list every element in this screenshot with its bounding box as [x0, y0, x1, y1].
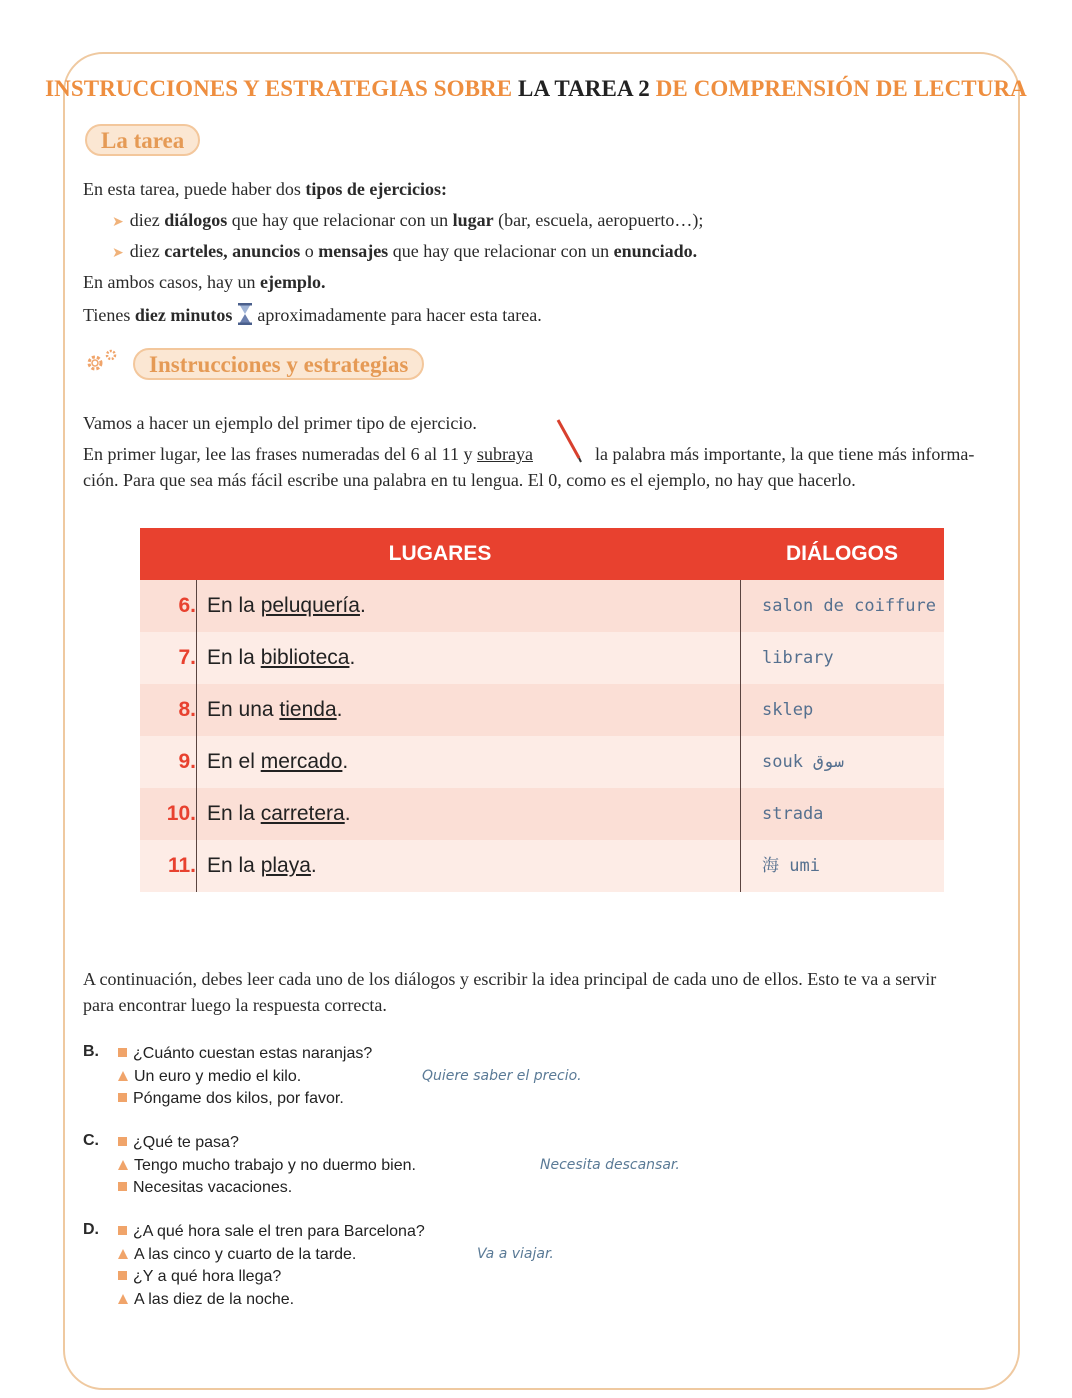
continuation-line-1: A continuación, debes leer cada uno de los diálogos y escribir la idea principal de cada uno de ellos. Esto te va a servir: [83, 969, 937, 989]
dialog-b-note[interactable]: Quiere saber el precio.: [422, 1068, 582, 1084]
column-divider: [740, 580, 741, 892]
table-row: 10. En la carretera. strada: [140, 788, 944, 840]
ejemplo-line: Vamos a hacer un ejemplo del primer tipo de ejercicio.: [83, 413, 477, 433]
table-row: 9. En el mercado. souk سوق: [140, 736, 944, 788]
square-bullet-icon: [118, 1182, 127, 1191]
square-bullet-icon: [118, 1271, 127, 1280]
col-lugares: LUGARES: [388, 542, 492, 565]
arrow-bullet-icon: ➤: [112, 215, 124, 230]
triangle-bullet-icon: [118, 1160, 128, 1170]
hourglass-icon: [237, 303, 253, 325]
section-pill-la-tarea: La tarea: [85, 124, 200, 156]
col-dialogos: DIÁLOGOS: [785, 542, 898, 565]
ambos-line: En ambos casos, hay un ejemplo.: [83, 272, 326, 292]
triangle-bullet-icon: [118, 1071, 128, 1081]
lugares-table: [140, 528, 944, 892]
lengua-line: ción. Para que sea más fácil escribe una palabra en tu lengua. El 0, como es el ejemplo, no hay que hacerlo.: [83, 470, 856, 490]
square-bullet-icon: [118, 1048, 127, 1057]
dialog-letter-b: B.: [83, 1043, 99, 1060]
page-title: INSTRUCCIONES Y ESTRATEGIAS SOBRE LA TAREA 2 DE COMPRENSIÓN DE LECTURA: [45, 76, 1027, 101]
dialog-b: ¿Cuánto cuestan estas naranjas? Un euro y medio el kilo. Póngame dos kilos, por favor.: [118, 1043, 372, 1111]
bullet-dialogos: ➤ diez diálogos que hay que relacionar con un lugar (bar, escuela, aeropuerto…);: [112, 210, 704, 230]
square-bullet-icon: [118, 1093, 127, 1102]
arrow-bullet-icon: ➤: [112, 246, 124, 261]
subraya-line: En primer lugar, lee las frases numeradas del 6 al 11 y subraya: [83, 444, 533, 464]
triangle-bullet-icon: [118, 1294, 128, 1304]
table-row: 11. En la playa. 海 umi: [140, 840, 944, 892]
intro-line: En esta tarea, puede haber dos tipos de ejercicios:: [83, 179, 448, 199]
continuation-line-2: para encontrar luego la respuesta correcta.: [83, 995, 387, 1015]
table-header: [140, 528, 944, 580]
section-pill-instrucciones: Instrucciones y estrategias: [133, 348, 424, 380]
table-row: 6. En la peluquería. salon de coiffure: [140, 580, 944, 632]
bullet-carteles: ➤ diez carteles, anuncios o mensajes que hay que relacionar con un enunciado.: [112, 241, 698, 261]
written-translation[interactable]: salon de coiffure: [762, 596, 936, 616]
written-translation[interactable]: 海 umi: [762, 856, 820, 876]
square-bullet-icon: [118, 1226, 127, 1235]
written-translation[interactable]: sklep: [762, 700, 814, 720]
written-translation[interactable]: souk سوق: [762, 752, 844, 772]
written-translation[interactable]: library: [762, 648, 834, 668]
dialog-c-note[interactable]: Necesita descansar.: [540, 1157, 680, 1173]
triangle-bullet-icon: [118, 1249, 128, 1259]
subraya-line-cont: la palabra más importante, la que tiene más informa-: [595, 444, 975, 464]
square-bullet-icon: [118, 1137, 127, 1146]
dialog-c: ¿Qué te pasa? Tengo mucho trabajo y no duermo bien. Necesitas vacaciones.: [118, 1132, 416, 1200]
column-divider: [196, 580, 197, 892]
pencil-icon: [555, 418, 585, 464]
dialog-letter-d: D.: [83, 1221, 99, 1238]
tiempo-line: Tienes diez minutos aproximadamente para hacer esta tarea.: [83, 305, 542, 325]
dialog-d-note[interactable]: Va a viajar.: [477, 1246, 554, 1262]
dialog-d: ¿A qué hora sale el tren para Barcelona? A las cinco y cuarto de la tarde. ¿Y a qué hora llega? A las diez de la noche.: [118, 1221, 425, 1311]
gears-icon: [84, 346, 122, 376]
table-row: 7. En la biblioteca. library: [140, 632, 944, 684]
table-row: 8. En una tienda. sklep: [140, 684, 944, 736]
written-translation[interactable]: strada: [762, 804, 824, 824]
dialog-letter-c: C.: [83, 1132, 99, 1149]
